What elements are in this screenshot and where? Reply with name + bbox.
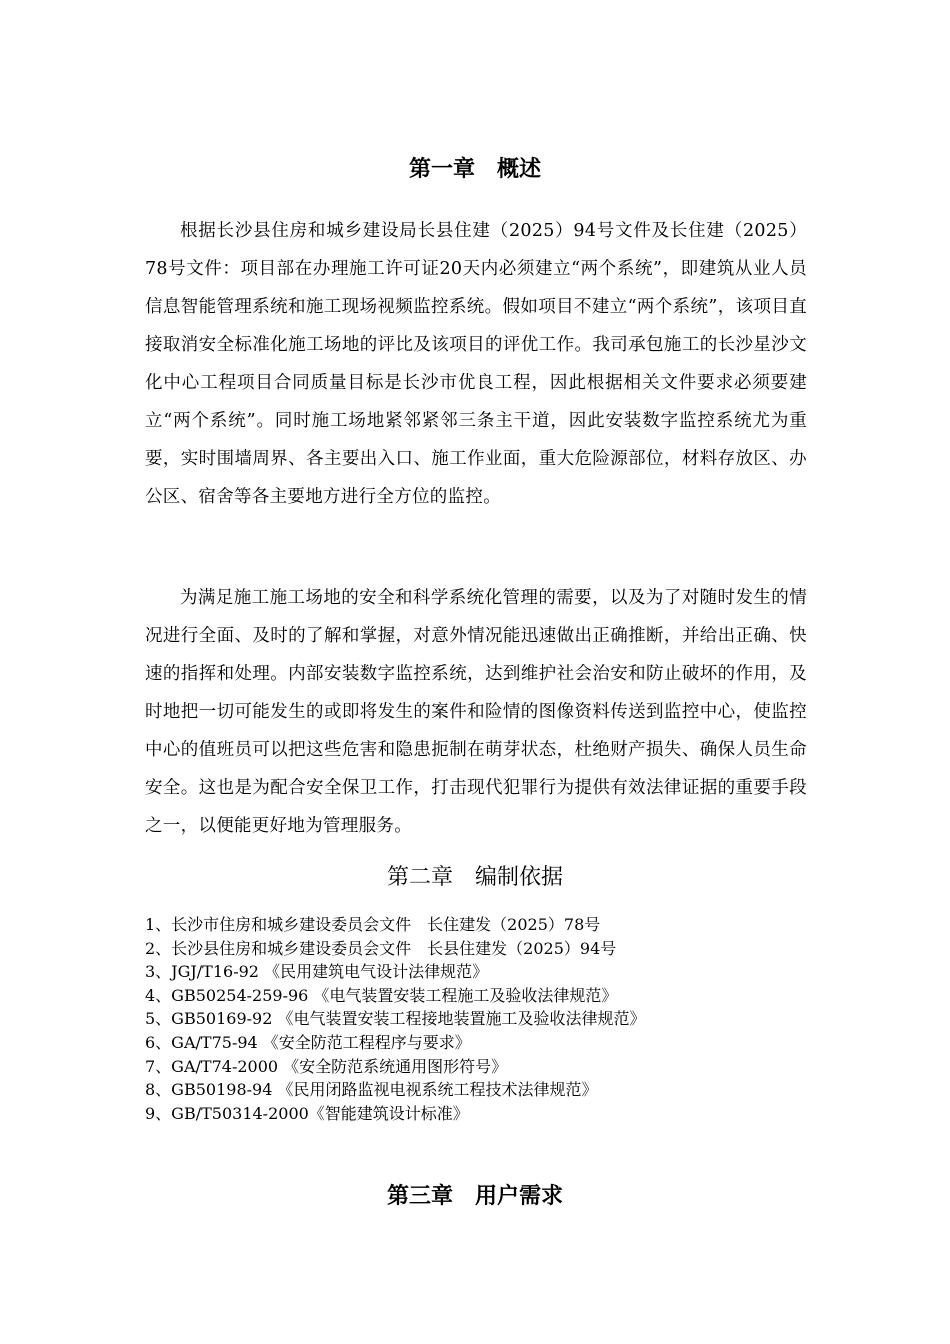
- chapter-1-title: 第一章 概述: [408, 156, 541, 182]
- basis-item: 3、JGJ/T16-92 《民用建筑电气设计法律规范》: [145, 962, 489, 982]
- basis-list: [145, 913, 825, 1125]
- basis-item: 4、GB50254-259-96 《电气装置安装工程施工及验收法律规范》: [145, 985, 618, 1005]
- basis-item: 9、GB/T50314-2000《智能建筑设计标准》: [145, 1103, 469, 1123]
- chapter-3-title: 第三章 用户需求: [386, 1183, 563, 1209]
- basis-item: 6、GA/T75-94 《安全防范工程程序与要求》: [145, 1032, 471, 1052]
- chapter-2-title: 第二章 编制依据: [386, 865, 563, 890]
- basis-item: 1、长沙市住房和城乡建设委员会文件 长住建发（2025）78号: [145, 915, 601, 934]
- chapter-1-paragraph-2: 为满足施工施工场地的安全和科学系统化管理的需要，以及为了对随时发生的情况进行全面、及时的了解和掌握，对意外情况能迅速做出正确推断，并给出正确、快速的指挥和处理。内部安装数字监控系统，达到维护社会治安和防止破坏的作用，及时地把一切可能发生的或即将发生的案件和险情的图像资料传送到监控中心，使监控中心的值班员可以把这些危害和隐患扼制在萌芽状态，杜绝财产损失、确保人员生命安全。这也是为配合安全保卫工作，打击现代犯罪行为提供有效法律证据的重要手段之一，以便能更好地为管理服务。: [145, 588, 807, 836]
- chapter-1-paragraph-1: 根据长沙县住房和城乡建设局长县住建（2025）94号文件及长住建（2025）78号文件：项目部在办理施工许可证20天内必须建立“两个系统”，即建筑从业人员信息智能管理系统和施工现场视频监控系统。假如项目不建立“两个系统”，该项目直接取消安全标准化施工场地的评比及该项目的评优工作。我司承包施工的长沙星沙文化中心工程项目合同质量目标是长沙市优良工程，因此根据相关文件要求必须要建立“两个系统”。同时施工场地紧邻紧邻三条主干道，因此安装数字监控系统尤为重要，实时围墙周界、各主要出入口、施工作业面，重大危险源部位，材料存放区、办公区、宿舍等各主要地方进行全方位的监控。: [145, 221, 807, 507]
- basis-item: 7、GA/T74-2000 《安全防范系统通用图形符号》: [145, 1056, 508, 1076]
- basis-item: 2、长沙县住房和城乡建设委员会文件 长县住建发（2025）94号: [145, 938, 617, 958]
- basis-item: 8、GB50198-94 《民用闭路监视电视系统工程技术法律规范》: [145, 1080, 598, 1100]
- basis-item: 5、GB50169-92 《电气装置安装工程接地装置施工及验收法律规范》: [145, 1009, 646, 1029]
